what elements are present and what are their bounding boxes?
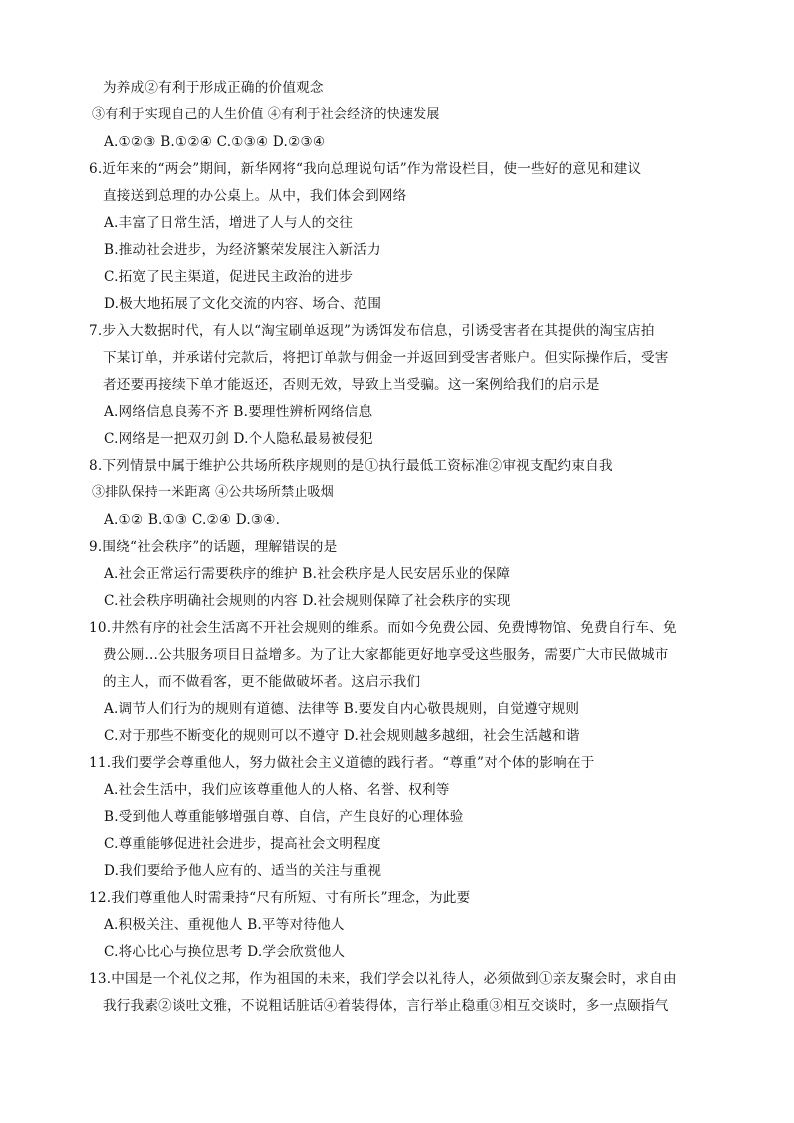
q5-items: ③有利于实现自己的人生价值 ④有利于社会经济的快速发展: [92, 107, 440, 122]
q6-stem-line-1: 6.近年来的“两会”期间，新华网将“我向总理说句话”作为常设栏目，使一些好的意见和建议: [89, 161, 642, 177]
q9-options-ab: A.社会正常运行需要秩序的维护 B.社会秩序是人民安居乐业的保障: [104, 566, 511, 582]
q10-stem-line-3: 的主人，而不做看客，更不能做破坏者。这启示我们: [103, 674, 421, 690]
q6-option-b: B.推动社会进步，为经济繁荣发展注入新活力: [104, 242, 381, 258]
q13-stem-line-1: 13.中国是一个礼仪之邦，作为祖国的未来，我们学会以礼待人，必须做到①亲友聚会时，求自由: [89, 971, 677, 987]
q7-stem-line-1: 7.步入大数据时代，有人以“淘宝刷单返现”为诱饵发布信息，引诱受害者在其提供的淘宝店拍: [89, 323, 655, 339]
q12-stem: 12.我们尊重他人时需秉持“尺有所短、寸有所长”理念，为此要: [89, 890, 471, 906]
q6-option-a: A.丰富了日常生活，增进了人与人的交往: [104, 215, 354, 231]
q10-options-cd: C.对于那些不断变化的规则可以不遵守 D.社会规则越多越细，社会生活越和谐: [104, 728, 580, 744]
q9-stem: 9.围绕“社会秩序”的话题，理解错误的是: [89, 539, 338, 555]
q7-stem-line-2: 下某订单，并承诺付完款后，将把订单款与佣金一并返回到受害者账户。但实际操作后，受害: [103, 350, 669, 366]
q8-options: A.①② B.①③ C.②④ D.③④.: [104, 512, 281, 528]
q10-stem-line-1: 10.井然有序的社会生活离不开社会规则的维系。而如今免费公园、免费博物馆、免费自行车、免: [89, 620, 677, 636]
q7-stem-line-3: 者还要再接续下单才能返还，否则无效，导致上当受骗。这一案例给我们的启示是: [103, 377, 600, 393]
q7-options-cd: C.网络是一把双刃剑 D.个人隐私最易被侵犯: [104, 431, 373, 447]
q10-stem-line-2: 费公厕…公共服务项目日益增多。为了让大家都能更好地享受这些服务，需要广大市民做城市: [103, 647, 669, 663]
q12-options-ab: A.积极关注、重视他人 B.平等对待他人: [104, 917, 345, 933]
q10-options-ab: A.调节人们行为的规则有道德、法律等 B.要发自内心敬畏规则，自觉遵守规则: [104, 701, 580, 717]
q8-items: ③排队保持一米距离 ④公共场所禁止吸烟: [92, 485, 334, 500]
q11-option-a: A.社会生活中，我们应该尊重他人的人格、名誉、权利等: [104, 782, 450, 798]
q13-stem-line-2: 我行我素②谈吐文雅，不说粗话脏话④着装得体，言行举止稳重③相互交谈时，多一点颐指气: [103, 998, 669, 1014]
q11-stem: 11.我们要学会尊重他人，努力做社会主义道德的践行者。“尊重”对个体的影响在于: [89, 755, 595, 771]
q8-stem: 8.下列情景中属于维护公共场所秩序规则的是①执行最低工资标准②审视支配约束自我: [89, 458, 613, 474]
q6-option-d: D.极大地拓展了文化交流的内容、场合、范围: [104, 296, 382, 312]
q11-option-b: B.受到他人尊重能够增强自尊、自信，产生良好的心理体验: [104, 809, 464, 825]
q6-option-c: C.拓宽了民主渠道，促进民主政治的进步: [104, 269, 354, 285]
q9-options-cd: C.社会秩序明确社会规则的内容 D.社会规则保障了社会秩序的实现: [104, 593, 511, 609]
q7-options-ab: A.网络信息良莠不齐 B.要理性辨析网络信息: [104, 404, 373, 420]
q6-stem-line-2: 直接送到总理的办公桌上。从中，我们体会到网络: [103, 188, 407, 204]
q5-options: A.①②③ B.①②④ C.①③④ D.②③④: [104, 134, 326, 150]
q11-option-c: C.尊重能够促进社会进步，提高社会文明程度: [104, 836, 381, 852]
q12-options-cd: C.将心比心与换位思考 D.学会欣赏他人: [104, 944, 346, 960]
q11-option-d: D.我们要给予他人应有的、适当的关注与重视: [104, 863, 382, 879]
q5-continuation: 为养成②有利于形成正确的价值观念: [103, 80, 324, 96]
